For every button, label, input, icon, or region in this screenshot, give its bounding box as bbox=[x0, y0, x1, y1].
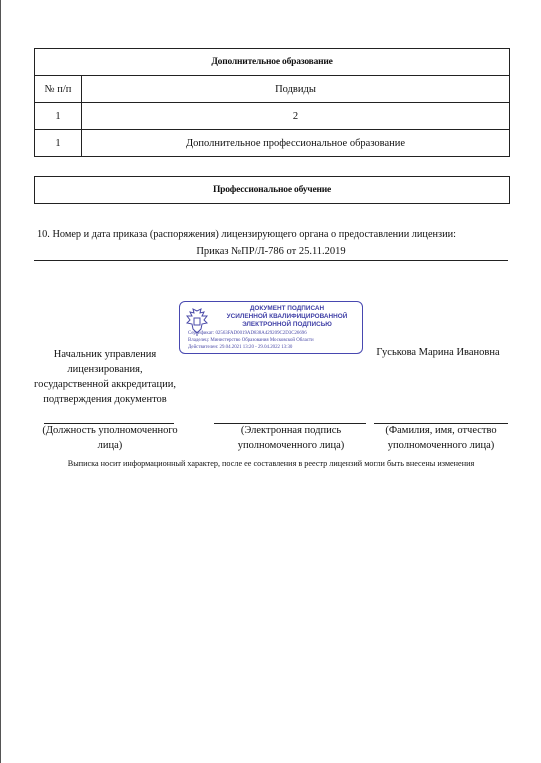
table-cell: 2 bbox=[82, 103, 510, 130]
table-row bbox=[35, 103, 510, 130]
stamp-title-line-2: УСИЛЕННОЙ КВАЛИФИЦИРОВАННОЙ bbox=[226, 313, 348, 320]
table-row bbox=[35, 130, 510, 157]
order-underline bbox=[34, 260, 508, 261]
footer-note: Выписка носит информационный характер, после ее составления в реестр лицензий могли быть внесены изменения bbox=[67, 459, 475, 468]
column-header-number: № п/п bbox=[35, 76, 82, 103]
stamp-certificate: Сертификат: 02563FAD0019AD838A429209C2D3C26696 bbox=[188, 331, 307, 336]
order-value: Приказ №ПР/Л-786 от 25.11.2019 bbox=[196, 246, 346, 257]
stamp-owner: Владелец: Министерство Образования Московской Области bbox=[188, 338, 314, 343]
additional-education-table bbox=[34, 48, 510, 157]
table-cell: 1 bbox=[35, 130, 82, 157]
stamp-title-line-1: ДОКУМЕНТ ПОДПИСАН bbox=[249, 305, 325, 312]
column-header-subtypes: Подвиды bbox=[82, 76, 510, 103]
caption-name: (Фамилия, имя, отчество уполномоченного лица) bbox=[385, 425, 497, 451]
stamp-title-line-3: ЭЛЕКТРОННОЙ ПОДПИСЬЮ bbox=[242, 321, 332, 328]
table-cell: Дополнительное профессиональное образование bbox=[82, 130, 510, 157]
table-header: Дополнительное образование bbox=[35, 49, 510, 76]
stamp-validity: Действителен: 29.04.2021 13:20 - 29.04.2022 13:30 bbox=[188, 345, 293, 350]
signatory-position: Начальник управления лицензирования, государственной аккредитации, подтверждения документов bbox=[34, 349, 176, 405]
professional-training-header: Профессиональное обучение bbox=[34, 176, 510, 204]
page-edge bbox=[0, 0, 1, 763]
caption-position: (Должность уполномоченного лица) bbox=[42, 425, 178, 451]
order-label: 10. Номер и дата приказа (распоряжения) лицензирующего органа о предоставлении лицензии: bbox=[37, 229, 456, 240]
table-cell: 1 bbox=[35, 103, 82, 130]
caption-signature: (Электронная подпись уполномоченного лица) bbox=[237, 425, 345, 451]
signatory-name: Гуськова Марина Ивановна bbox=[376, 347, 500, 358]
electronic-signature-stamp bbox=[179, 301, 363, 354]
